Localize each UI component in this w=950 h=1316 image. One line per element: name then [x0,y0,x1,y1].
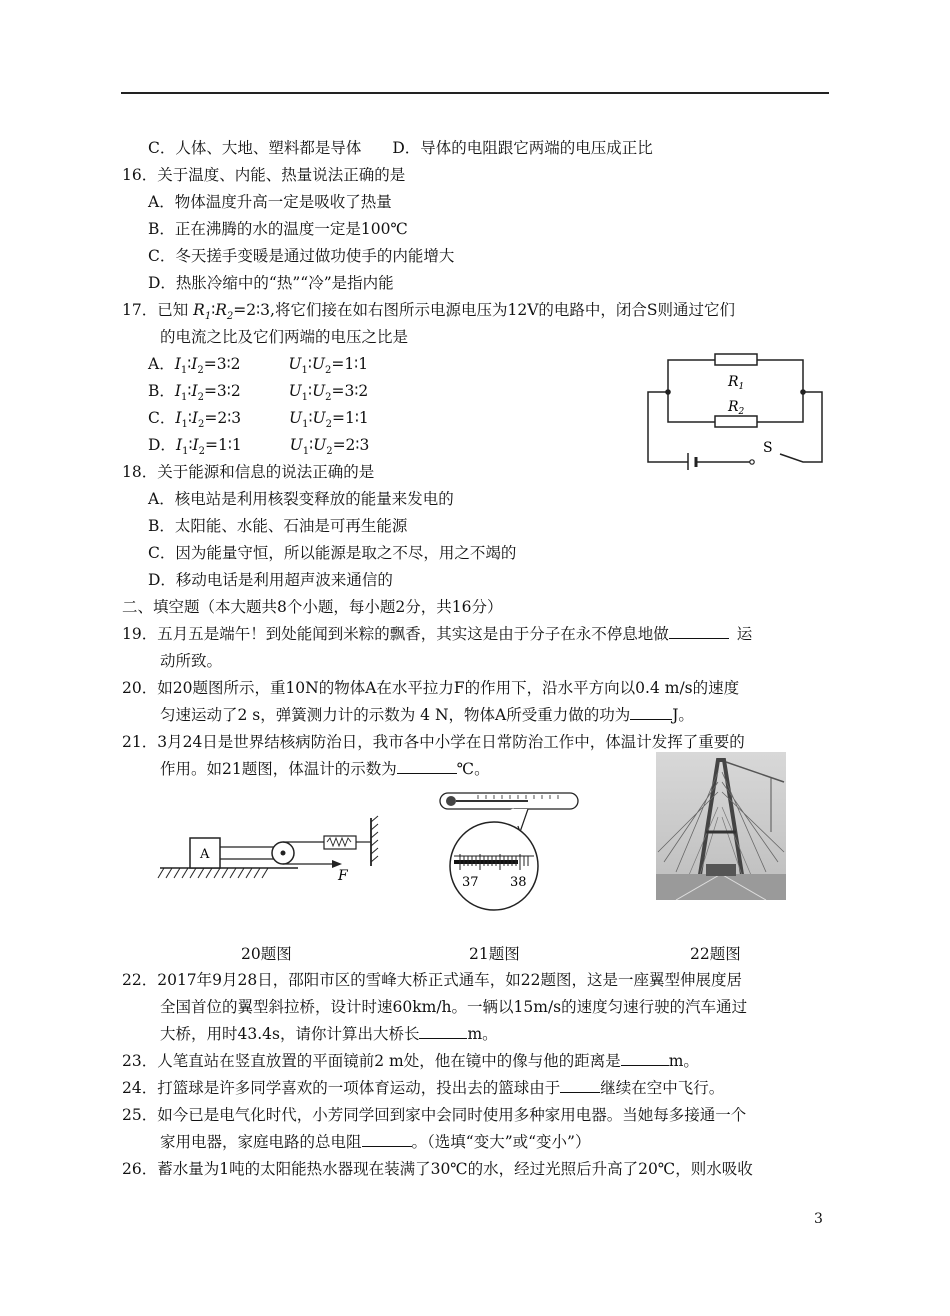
q21-line1: 21．3月24日是世界结核病防治日，我市各中小学在日常防治工作中，体温计发挥了重要的 [122,733,745,751]
q19-line1: 19．五月五是端午！到处能闻到米粽的飘香，其实这是由于分子在永不停息地做 运 [122,625,753,643]
circuit-diagram [640,345,830,470]
q20-answer-blank[interactable] [630,705,672,720]
q18-option-c: C．因为能量守恒，所以能源是取之不尽，用之不竭的 [148,544,517,562]
q22-line1: 22．2017年9月28日，邵阳市区的雪峰大桥正式通车，如22题图，这是一座翼型伸展度居 [122,971,742,989]
q17-option-d: D．$I_1∶I_2=1∶1$ $U_1∶U_2=2∶3$ [148,436,370,458]
q25-line1: 25．如今已是电气化时代，小芳同学回到家中会同时使用多种家用电器。当她每多接通一个 [122,1106,747,1124]
q17-option-b: B．$I_1∶I_2=3∶2$ $U_1∶U_2=3∶2$ [148,382,369,404]
q25-line2: 家用电器，家庭电路的总电阻 。（选填“变大”或“变小”） [160,1133,591,1151]
figure-21-thermometer [438,790,590,915]
figure-20-caption: 20题图 [241,945,292,963]
q16-option-b: B．正在沸腾的水的温度一定是100℃ [148,220,408,238]
q18-option-d: D．移动电话是利用超声波来通信的 [148,571,393,589]
q21-answer-blank[interactable] [397,759,457,774]
q18-option-a: A．核电站是利用核裂变释放的能量来发电的 [148,490,454,508]
q22-answer-blank[interactable] [419,1024,467,1039]
q17-stem-line2: 的电流之比及它们两端的电压之比是 [160,328,409,346]
page-number: 3 [814,1211,823,1227]
q16-option-d: D．热胀冷缩中的“热”“冷”是指内能 [148,274,394,292]
q25-answer-blank[interactable] [362,1132,412,1147]
q24-answer-blank[interactable] [560,1078,600,1093]
circuit-label-r2: $R_2$ [728,399,745,417]
thermometer-tick-37: 37 [462,875,479,890]
figure-21-caption: 21题图 [469,945,520,963]
q22-line2: 全国首位的翼型斜拉桥，设计时速60km/h。一辆以15m/s的速度匀速行驶的汽车通过 [160,998,748,1016]
q17-option-c: C．$I_1∶I_2=2∶3$ $U_1∶U_2=1∶1$ [148,409,369,431]
q17-option-a: A．$I_1∶I_2=3∶2$ $U_1∶U_2=1∶1$ [148,355,369,377]
figure-20-force-label: F [338,868,348,884]
q26-line1: 26．蓄水量为1吨的太阳能热水器现在装满了30℃的水，经过光照后升高了20℃，则水吸收 [122,1160,753,1178]
q18-option-b: B．太阳能、水能、石油是可再生能源 [148,517,408,535]
q16-stem: 16．关于温度、内能、热量说法正确的是 [122,166,406,184]
q15-option-cd: C．人体、大地、塑料都是导体 D．导体的电阻跟它两端的电压成正比 [148,139,653,157]
q16-option-c: C．冬天搓手变暖是通过做功使手的内能增大 [148,247,455,265]
q24-line: 24．打篮球是许多同学喜欢的一项体育运动，投出去的篮球由于 继续在空中飞行。 [122,1079,725,1097]
circuit-label-r1: $R_1$ [728,374,745,392]
q23-answer-blank[interactable] [621,1051,669,1066]
section-2-heading: 二、填空题（本大题共8个小题，每小题2分，共16分） [122,598,503,616]
thermometer-tick-38: 38 [510,875,527,890]
q21-line2: 作用。如21题图，体温计的示数为 ℃。 [160,760,490,778]
figure-22-bridge-photo [656,752,786,900]
q20-line1: 20．如20题图所示，重10N的物体A在水平拉力F的作用下，沿水平方向以0.4 m/s的速度 [122,679,740,697]
q18-stem: 18．关于能源和信息的说法正确的是 [122,463,375,481]
q20-line2: 匀速运动了2 s，弹簧测力计的示数为 4 N，物体A所受重力做的功为 J。 [160,706,694,724]
q17-stem-line1: 17．已知 $R_1∶R_2=2∶3$,将它们接在如右图所示电源电压为12V的电路中，闭合S则通过它们 [122,301,736,323]
circuit-label-switch: S [763,440,773,456]
q19-line2: 动所致。 [160,652,223,670]
q16-option-a: A．物体温度升高一定是吸收了热量 [148,193,392,211]
q23-line: 23．人笔直站在竖直放置的平面镜前2 m处，他在镜中的像与他的距离是 m。 [122,1052,699,1070]
figure-20-block-label: A [200,847,210,862]
q22-line3: 大桥，用时43.4s，请你计算出大桥长 m。 [160,1025,498,1043]
header-rule [121,92,829,94]
figure-22-caption: 22题图 [690,945,741,963]
figure-20-pulley [156,810,396,885]
q19-answer-blank[interactable] [669,624,729,639]
